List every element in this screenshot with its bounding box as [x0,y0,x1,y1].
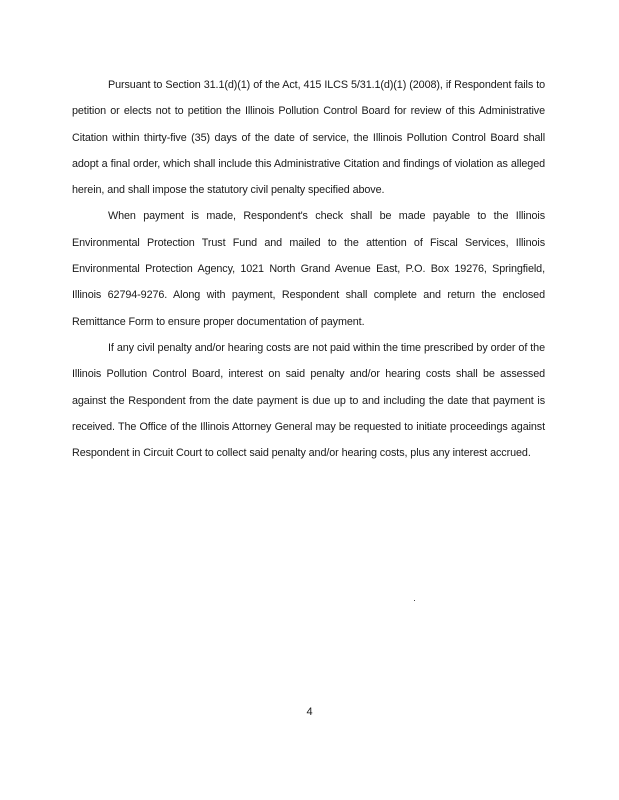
page-number: 4 [306,706,313,718]
paragraph-interest-collection: If any civil penalty and/or hearing costs are not paid within the time prescribed by order of the Illinois Pollution Control Board, interest on said penalty and/or hearing costs shall be assessed against the Respondent from the date payment is due up to and including the date that payment is received. The Office of the Illinois Attorney General may be requested to initiate proceedings against Respondent in Circuit Court to collect said penalty and/or hearing costs, plus any interest accrued. [72,341,545,460]
stray-mark: · [413,595,416,605]
paragraph-payment-instructions: When payment is made, Respondent's check shall be made payable to the Illinois Environmental Protection Trust Fund and mailed to the attention of Fiscal Services, Illinois Environmental Protection Agency, 1021 North Grand Avenue East, P.O. Box 19276, Springfield, Illinois 62794-9276. Along with payment, Respondent shall complete and return the enclosed Remittance Form to ensure proper documentation of payment. [72,210,545,328]
document-body [72,72,545,466]
paragraph-final-order: Pursuant to Section 31.1(d)(1) of the Act, 415 ILCS 5/31.1(d)(1) (2008), if Respondent fails to petition or elects not to petition the Illinois Pollution Control Board for review of this Administrative Citation within thirty-five (35) days of the date of service, the Illinois Pollution Control Board shall adopt a final order, which shall include this Administrative Citation and findings of violation as alleged herein, and shall impose the statutory civil penalty specified above. [72,79,545,197]
